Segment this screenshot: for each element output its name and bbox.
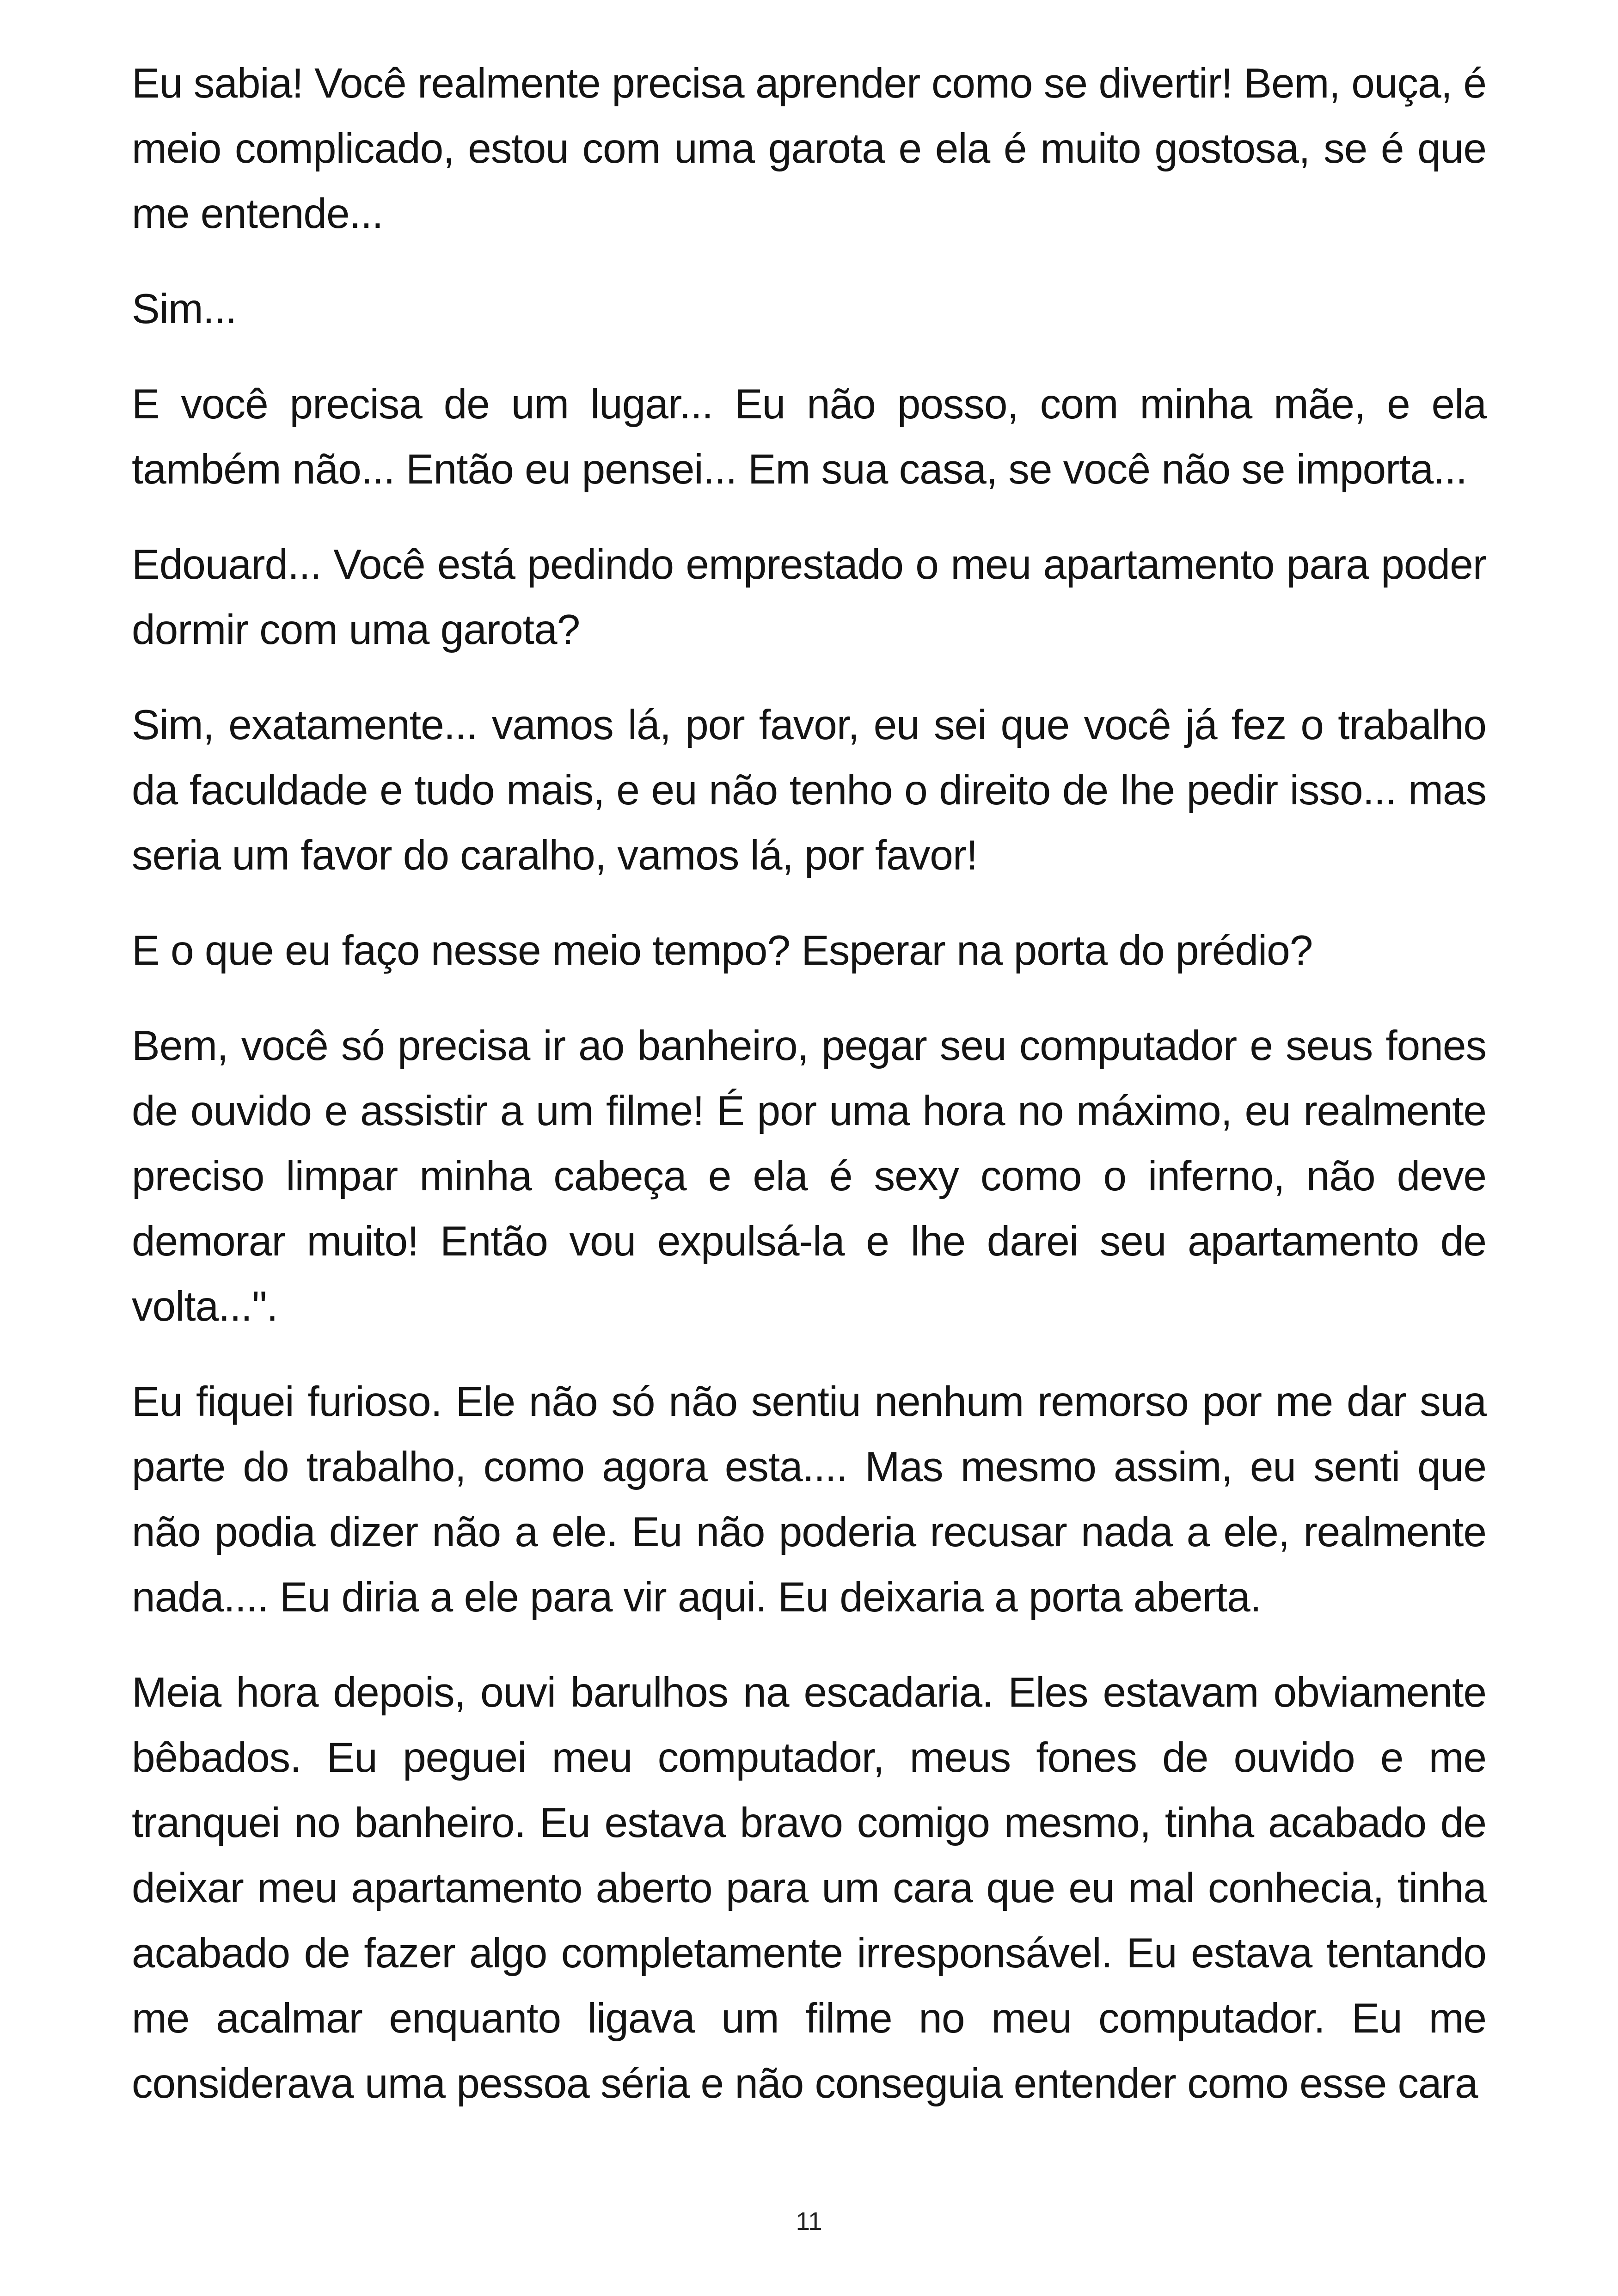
paragraph: Sim...: [132, 286, 237, 332]
paragraph: E você precisa de um lugar... Eu não posso, com minha mãe, e ela também não... Então eu pensei... Em sua casa, se você não se importa...: [132, 381, 1486, 493]
paragraph: Bem, você só precisa ir ao banheiro, pegar seu computador e seus fones de ouvido e assistir a um filme! É por uma hora no máximo, eu realmente preciso limpar minha cabeça e ela é sexy como o inferno, não deve demorar muito! Então vou expulsá-la e lhe darei seu apartamento de volta...".: [132, 1022, 1486, 1330]
page-number: 11: [796, 2207, 822, 2235]
paragraph: Eu sabia! Você realmente precisa aprender como se divertir! Bem, ouça, é meio complicado, estou com uma garota e ela é muito gostosa, se é que me entende...: [132, 60, 1486, 237]
paragraph: Eu fiquei furioso. Ele não só não sentiu nenhum remorso por me dar sua parte do trabalho, como agora esta.... Mas mesmo assim, eu senti que não podia dizer não a ele. Eu não poderia recusar nada a ele, realmente nada.... Eu diria a ele para vir aqui. Eu deixaria a porta aberta.: [132, 1378, 1486, 1621]
paragraph: Meia hora depois, ouvi barulhos na escadaria. Eles estavam obviamente bêbados. Eu peguei meu computador, meus fones de ouvido e me tranquei no banheiro. Eu estava bravo comigo mesmo, tinha acabado de deixar meu apartamento aberto para um cara que eu mal conhecia, tinha acabado de fazer algo completamente irresponsável. Eu estava tentando me acalmar enquanto ligava um filme no meu computador. Eu me considerava uma pessoa séria e não conseguia entender como esse cara: [132, 1669, 1486, 2107]
page-body: [132, 51, 1486, 2146]
paragraph: Sim, exatamente... vamos lá, por favor, eu sei que você já fez o trabalho da faculdade e tudo mais, e eu não tenho o direito de lhe pedir isso... mas seria um favor do caralho, vamos lá, por favor!: [132, 702, 1486, 879]
paragraph: Edouard... Você está pedindo emprestado o meu apartamento para poder dormir com uma garota?: [132, 541, 1486, 653]
paragraph: E o que eu faço nesse meio tempo? Esperar na porta do prédio?: [132, 927, 1313, 974]
